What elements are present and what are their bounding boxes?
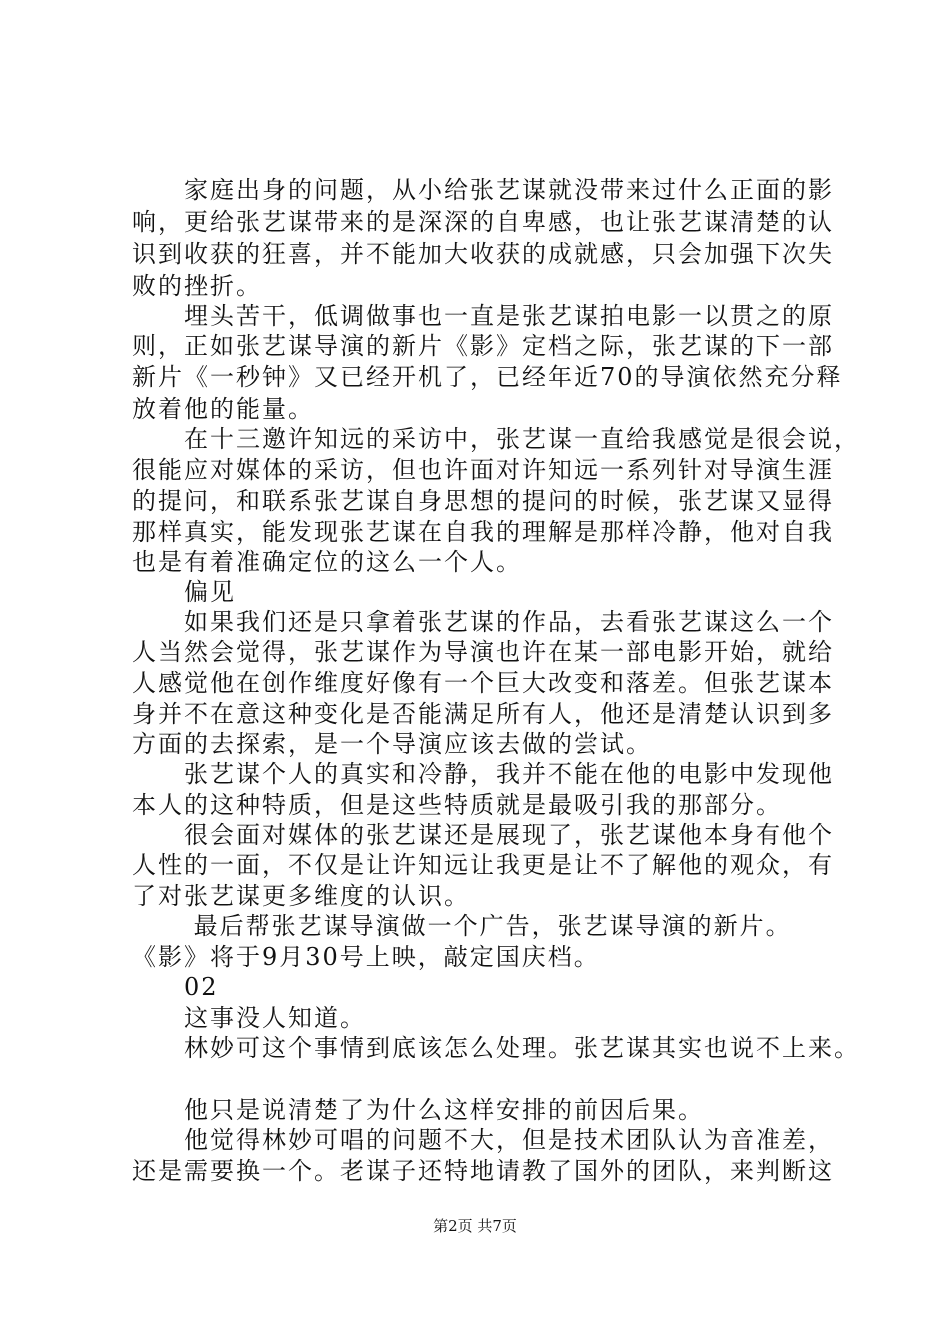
section-heading: 偏见 [132,578,236,606]
section-number: 02 [132,973,219,1001]
body-line: 林妙可这个事情到底该怎么处理。张艺谋其实也说不上来。 [132,1034,860,1062]
body-line: 本人的这种特质，但是这些特质就是最吸引我的那部分。 [132,791,782,819]
body-line: 家庭出身的问题，从小给张艺谋就没带来过什么正面的影 [132,176,834,204]
body-line: 则，正如张艺谋导演的新片《影》定档之际，张艺谋的下一部 [132,332,834,360]
body-line: 最后帮张艺谋导演做一个广告，张艺谋导演的新片。 [132,912,792,940]
body-line: 方面的去探索，是一个导演应该去做的尝试。 [132,730,652,758]
body-line: 《影》将于9月30号上映，敲定国庆档。 [132,943,600,971]
body-line: 了对张艺谋更多维度的认识。 [132,882,470,910]
body-line: 埋头苦干，低调做事也一直是张艺谋拍电影一以贯之的原 [132,302,834,330]
body-line: 很会面对媒体的张艺谋还是展现了，张艺谋他本身有他个 [132,821,834,849]
body-line: 响，更给张艺谋带来的是深深的自卑感，也让张艺谋清楚的认 [132,208,834,236]
body-line: 也是有着准确定位的这么一个人。 [132,548,522,576]
body-line: 败的挫折。 [132,272,262,300]
body-line: 人当然会觉得，张艺谋作为导演也许在某一部电影开始，就给 [132,638,834,666]
body-line: 人感觉他在创作维度好像有一个巨大改变和落差。但张艺谋本 [132,669,834,697]
body-line: 识到收获的狂喜，并不能加大收获的成就感，只会加强下次失 [132,240,834,268]
body-line: 很能应对媒体的采访，但也许面对许知远一系列针对导演生涯 [132,456,834,484]
body-line: 那样真实，能发现张艺谋在自我的理解是那样冷静，他对自我 [132,518,834,546]
body-line: 新片《一秒钟》又已经开机了，已经年近70的导演依然充分释 [132,363,843,391]
body-line: 人性的一面，不仅是让许知远让我更是让不了解他的观众，有 [132,851,834,879]
body-line: 身并不在意这种变化是否能满足所有人，他还是清楚认识到多 [132,700,834,728]
body-line: 放着他的能量。 [132,395,314,423]
body-line: 他觉得林妙可唱的问题不大，但是技术团队认为音准差， [132,1126,834,1154]
body-line: 这事没人知道。 [132,1004,366,1032]
page-footer: 第2页 共7页 [433,1217,517,1235]
body-line: 张艺谋个人的真实和冷静，我并不能在他的电影中发现他 [132,760,834,788]
body-line: 还是需要换一个。老谋子还特地请教了国外的团队，来判断这 [132,1157,834,1185]
body-line: 在十三邀许知远的采访中，张艺谋一直给我感觉是很会说， [132,425,860,453]
body-line: 如果我们还是只拿着张艺谋的作品，去看张艺谋这么一个 [132,608,834,636]
body-line: 的提问，和联系张艺谋自身思想的提问的时候，张艺谋又显得 [132,487,834,515]
body-line: 他只是说清楚了为什么这样安排的前因后果。 [132,1096,704,1124]
